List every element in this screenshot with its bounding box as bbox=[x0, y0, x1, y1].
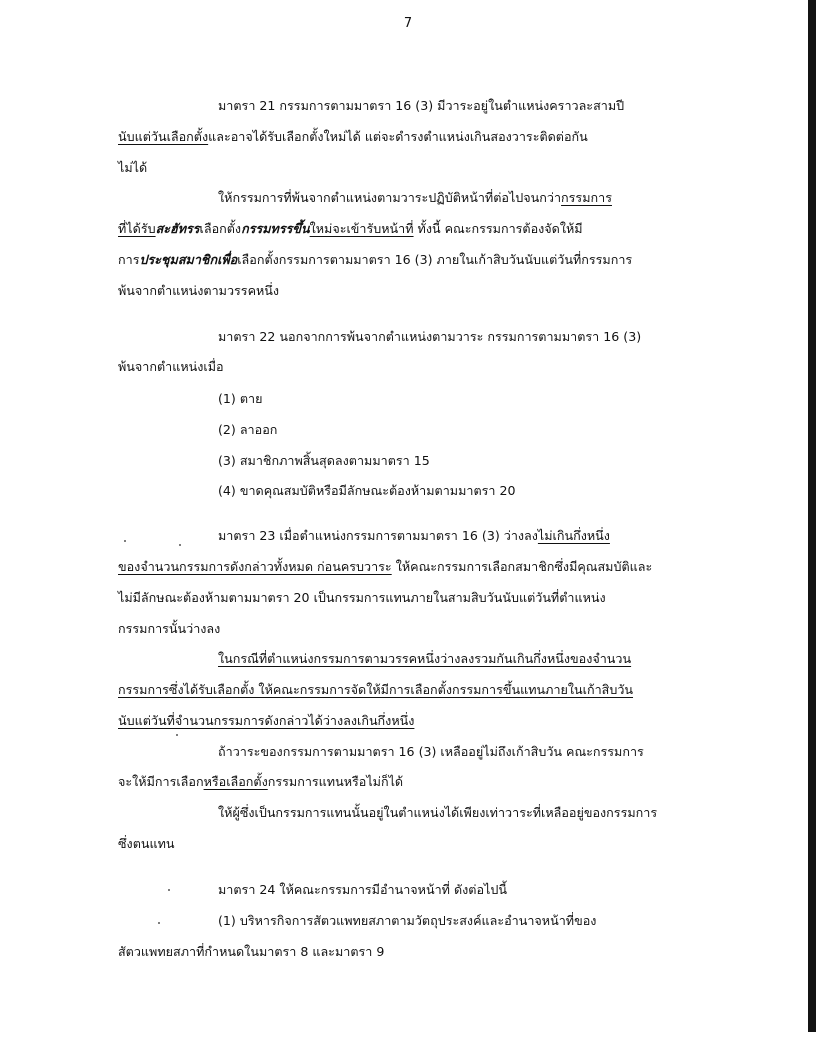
section-23-line-2: ของจำนวนกรรมการดังกล่าวทั้งหมด ก่อนครบวาระ ให้คณะกรรมการเลือกสมาชิกซึ่งมีคุณสมบัติและ bbox=[118, 559, 653, 574]
section-21-para2-line-3: การประชุมสมาชิกเพื่อเลือกตั้งกรรมการตามมาตรา 16 (3) ภายในเก้าสิบวันนับแต่วันที่กรรมการ bbox=[118, 252, 633, 267]
scan-edge-gap bbox=[808, 1032, 816, 1057]
section-23-line-1: มาตรา 23 เมื่อตำแหน่งกรรมการตามมาตรา 16 (3) ว่างลงไม่เกินกึ่งหนึ่ง bbox=[218, 528, 610, 543]
scan-speck bbox=[179, 544, 181, 546]
inserted-text: ประชุมสมาชิกเพื่อ bbox=[139, 252, 238, 267]
section-21-para2-line-1: ให้กรรมการที่พ้นจากตำแหน่งตามวาระปฏิบัติหน้าที่ต่อไปจนกว่ากรรมการ bbox=[218, 190, 612, 205]
section-23-para4-line-1: ให้ผู้ซึ่งเป็นกรรมการแทนนั้นอยู่ในตำแหน่งได้เพียงเท่าวาระที่เหลืออยู่ของกรรมการ bbox=[218, 805, 658, 820]
section-23-para4-line-2: ซึ่งตนแทน bbox=[118, 836, 175, 851]
section-24-line-1: มาตรา 24 ให้คณะกรรมการมีอำนาจหน้าที่ ดังต่อไปนี้ bbox=[218, 882, 507, 897]
section-21-line-2: นับแต่วันเลือกตั้งและอาจได้รับเลือกตั้งใหม่ได้ แต่จะดำรงตำแหน่งเกินสองวาระติดต่อกัน bbox=[118, 129, 588, 144]
section-21-line-1: มาตรา 21 กรรมการตามมาตรา 16 (3) มีวาระอยู่ในตำแหน่งคราวละสามปี bbox=[218, 98, 625, 113]
scan-speck bbox=[176, 734, 178, 736]
page-number: 7 bbox=[403, 16, 413, 31]
section-23-line-4: กรรมการนั้นว่างลง bbox=[118, 621, 221, 636]
section-22-item: (4) ขาดคุณสมบัติหรือมีลักษณะต้องห้ามตามมาตรา 20 bbox=[218, 483, 516, 498]
inserted-text: สะฮัทรร bbox=[155, 221, 200, 236]
section-23-para3-line-2: จะให้มีการเลือกหรือเลือกตั้งกรรมการแทนหรือไม่ก็ได้ bbox=[118, 774, 404, 789]
scan-speck bbox=[168, 889, 170, 891]
section-23-para3-line-1: ถ้าวาระของกรรมการตามมาตรา 16 (3) เหลืออยู่ไม่ถึงเก้าสิบวัน คณะกรรมการ bbox=[218, 744, 644, 759]
section-23-line-3: ไม่มีลักษณะต้องห้ามตามมาตรา 20 เป็นกรรมการแทนภายในสามสิบวันนับแต่วันที่ตำแหน่ง bbox=[118, 590, 606, 605]
section-21-para2-line-4: พ้นจากตำแหน่งตามวรรคหนึ่ง bbox=[118, 283, 280, 298]
section-22-line-1: มาตรา 22 นอกจากการพ้นจากตำแหน่งตามวาระ กรรมการตามมาตรา 16 (3) bbox=[218, 329, 642, 344]
section-21-underlined-text: นับแต่วันเลือกตั้ง bbox=[118, 129, 209, 144]
section-21-para2-line-2: ที่ได้รับสะฮัทรรเลือกตั้งกรรมทรรขึ้นใหม่จะเข้ารับหน้าที่ ทั้งนี้ คณะกรรมการต้องจัดให้มี bbox=[118, 221, 583, 236]
scan-speck bbox=[158, 922, 160, 924]
section-21-line-3: ไม่ได้ bbox=[118, 160, 148, 175]
scan-speck bbox=[124, 540, 126, 542]
section-22-item: (3) สมาชิกภาพสิ้นสุดลงตามมาตรา 15 bbox=[218, 453, 430, 468]
section-23-para2-line-3: นับแต่วันที่จำนวนกรรมการดังกล่าวได้ว่างลงเกินกึ่งหนึ่ง bbox=[118, 713, 415, 728]
section-22-item: (1) ตาย bbox=[218, 391, 263, 406]
section-24-line-3: สัตวแพทยสภาที่กำหนดในมาตรา 8 และมาตรา 9 bbox=[118, 944, 385, 959]
inserted-text: กรรมทรรขึ้น bbox=[241, 221, 310, 236]
scan-edge-shadow bbox=[808, 0, 816, 1032]
section-23-para2-line-2: กรรมการซึ่งได้รับเลือกตั้ง ให้คณะกรรมการจัดให้มีการเลือกตั้งกรรมการขึ้นแทนภายในเก้าสิบวัน bbox=[118, 682, 634, 697]
section-22-line-2: พ้นจากตำแหน่งเมื่อ bbox=[118, 359, 224, 374]
section-23-para2-line-1: ในกรณีที่ตำแหน่งกรรมการตามวรรคหนึ่งว่างลงรวมกันเกินกึ่งหนึ่งของจำนวน bbox=[218, 651, 632, 666]
section-22-item: (2) ลาออก bbox=[218, 422, 278, 437]
section-24-line-2: (1) บริหารกิจการสัตวแพทยสภาตามวัตถุประสงค์และอำนาจหน้าที่ของ bbox=[218, 913, 597, 928]
